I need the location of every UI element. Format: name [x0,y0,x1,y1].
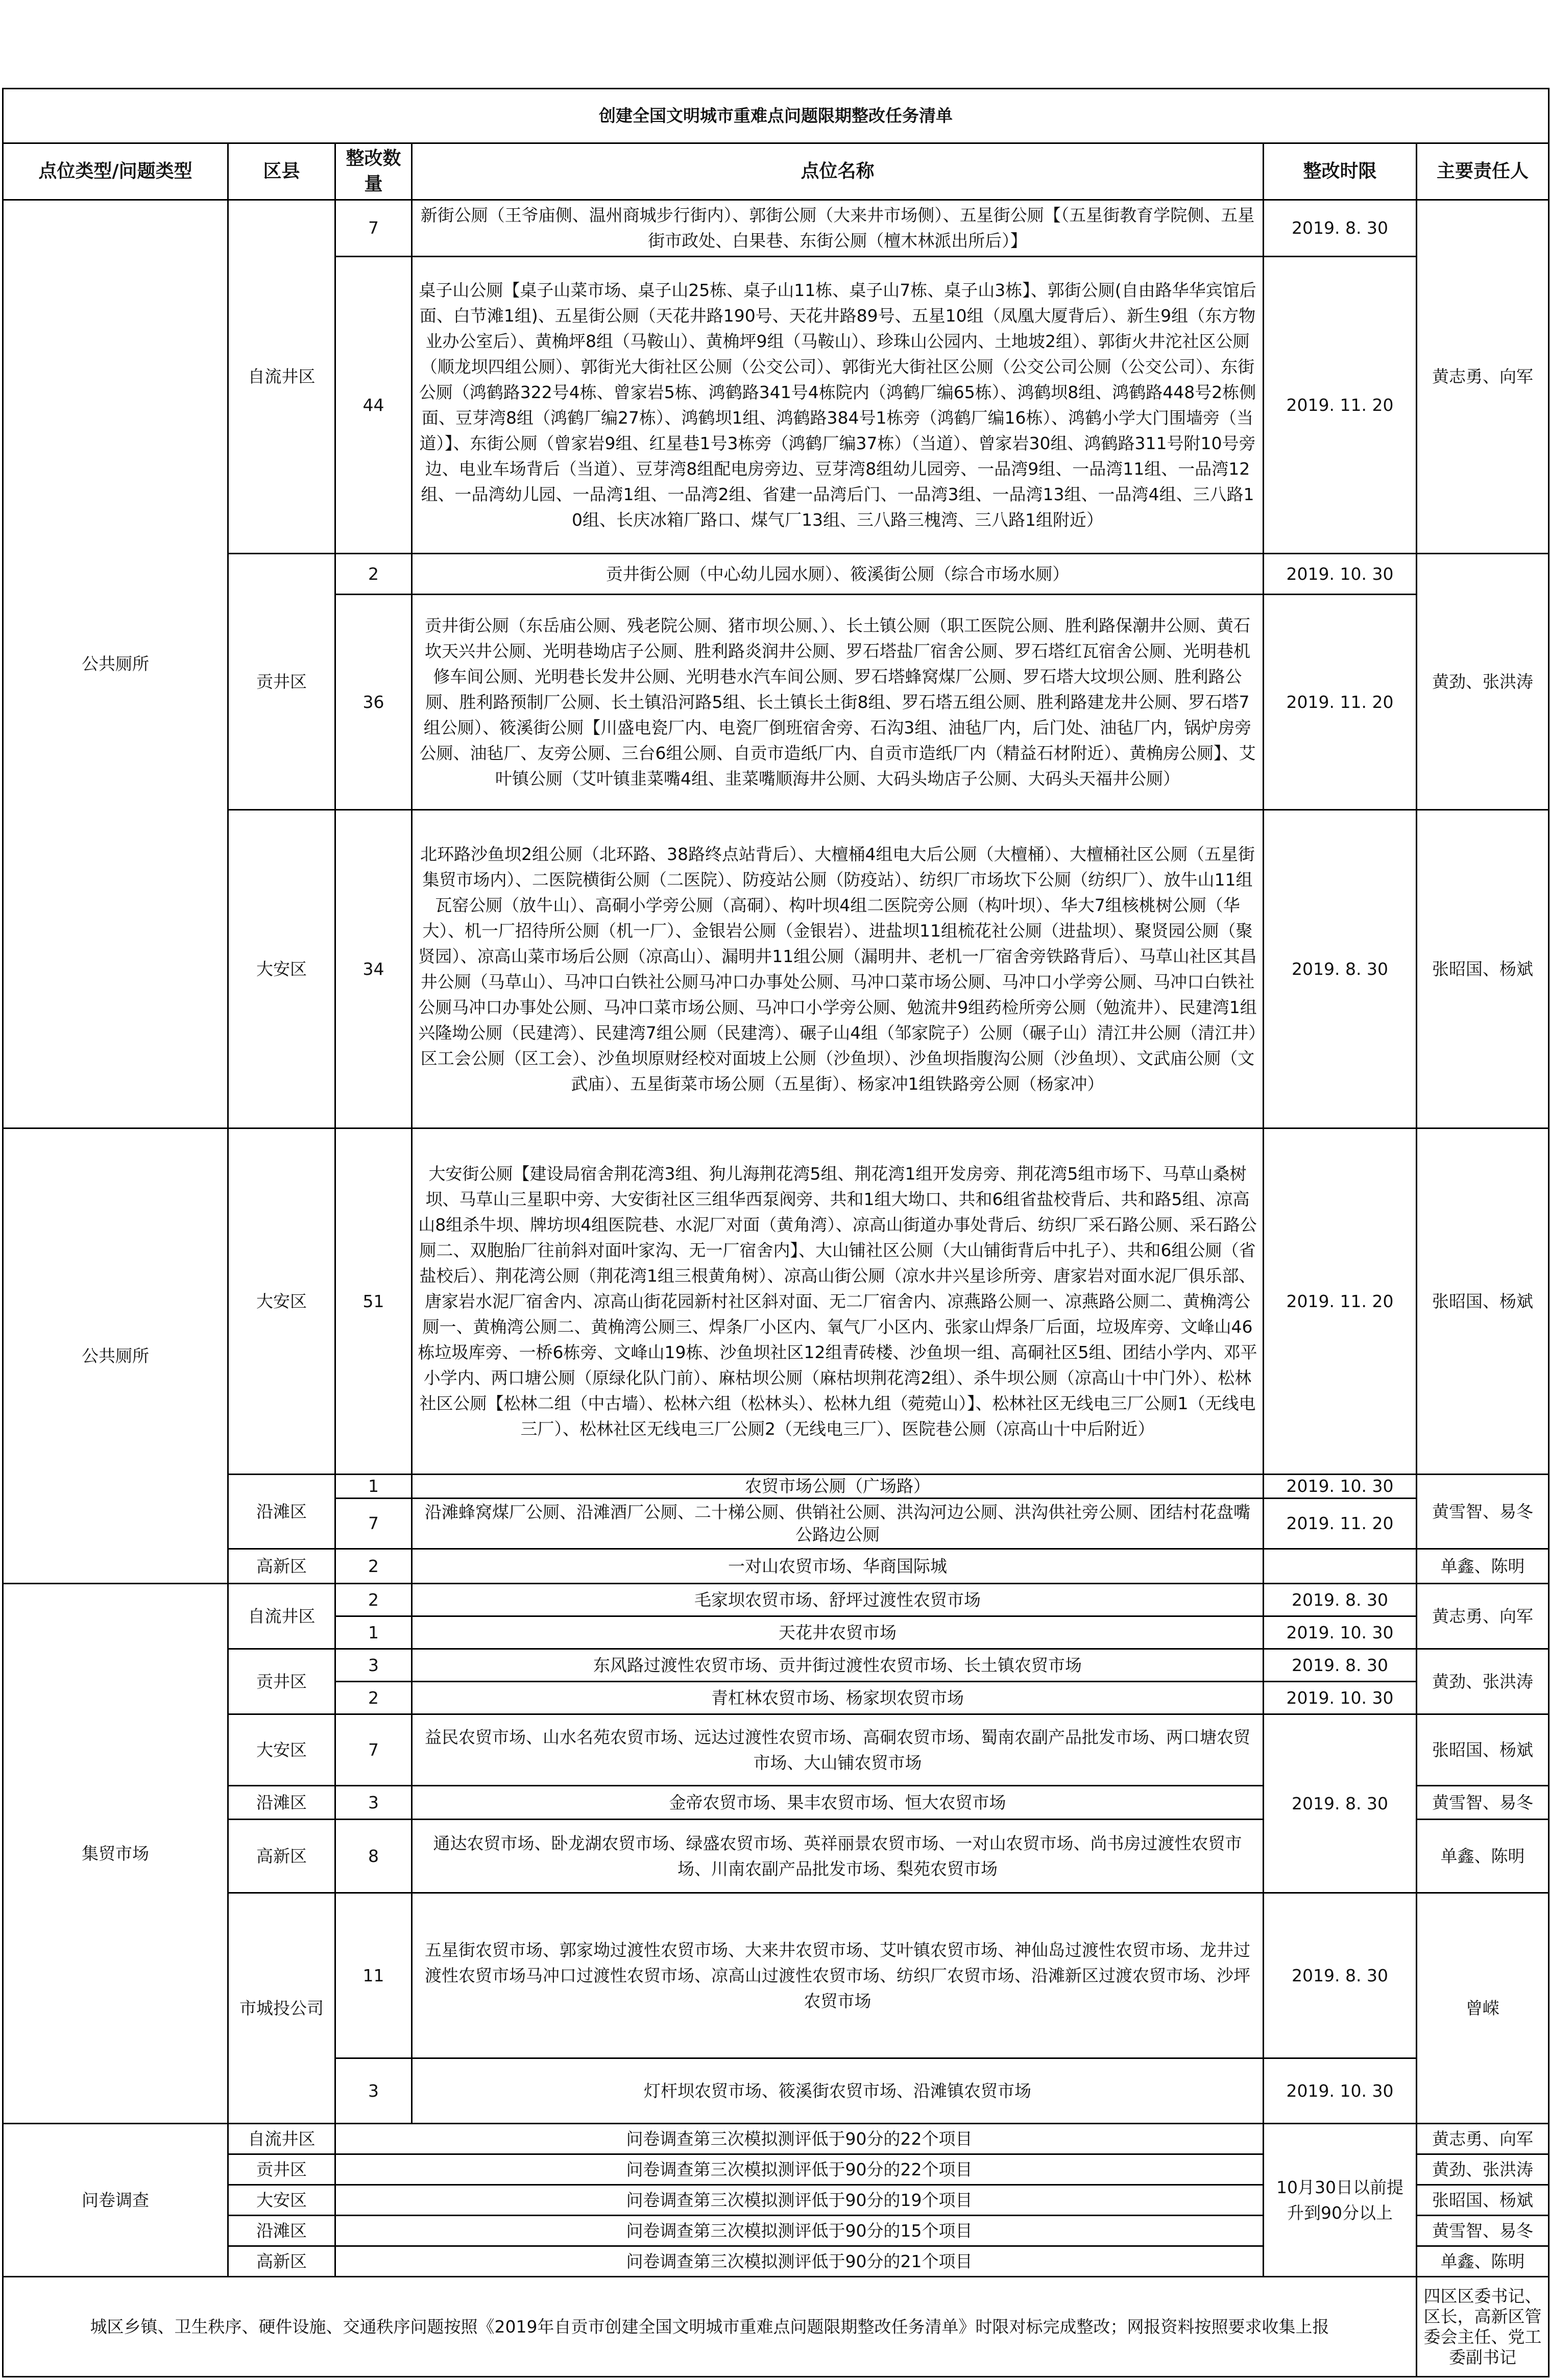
count-cell: 2 [335,1682,412,1714]
name-cell: 金帝农贸市场、果丰农贸市场、恒大农贸市场 [412,1786,1264,1820]
count-cell: 51 [335,1128,412,1475]
header-count: 整改数量 [335,143,412,200]
district-cell: 沿滩区 [228,1786,335,1820]
resp-cell: 单鑫、陈明 [1417,1820,1549,1893]
district-cell: 自流井区 [228,2124,335,2154]
count-cell: 3 [335,1786,412,1820]
time-cell: 2019. 10. 30 [1264,2058,1417,2124]
name-cell: 益民农贸市场、山水名苑农贸市场、远达过渡性农贸市场、高硐农贸市场、蜀南农副产品批发市场、两口塘农贸市场、大山铺农贸市场 [412,1714,1264,1786]
district-cell: 贡井区 [228,554,335,810]
name-cell: 灯杆坝农贸市场、筱溪街农贸市场、沿滩镇农贸市场 [412,2058,1264,2124]
footer-note: 城区乡镇、卫生秩序、硬件设施、交通秩序问题按照《2019年自贡市创建全国文明城市重难点问题限期整改任务清单》时限对标完成整改；网报资料按照要求收集上报 [3,2277,1417,2377]
type-cell: 公共厕所 [3,200,228,1128]
time-cell: 2019. 10. 30 [1264,1682,1417,1714]
table-row [3,1584,1549,1616]
name-cell: 贡井街公厕（中心幼儿园水厕）、筱溪街公厕（综合市场水厕） [412,554,1264,595]
table-row [3,1714,1549,1786]
time-cell: 2019. 8. 30 [1264,810,1417,1128]
district-cell: 自流井区 [228,1584,335,1649]
table-row [3,810,1549,1128]
table-row [3,2277,1549,2377]
resp-cell: 单鑫、陈明 [1417,1549,1549,1584]
count-cell: 3 [335,2058,412,2124]
count-cell: 11 [335,1893,412,2058]
page-title: 创建全国文明城市重难点问题限期整改任务清单 [3,89,1549,143]
district-cell: 贡井区 [228,1649,335,1714]
name-cell: 问卷调查第三次模拟测评低于90分的21个项目 [335,2246,1264,2277]
header-resp: 主要责任人 [1417,143,1549,200]
time-cell: 2019. 10. 30 [1264,1475,1417,1499]
district-cell: 高新区 [228,1549,335,1584]
district-cell: 沿滩区 [228,2216,335,2246]
resp-cell: 张昭国、杨斌 [1417,2185,1549,2216]
table-row [3,1128,1549,1475]
name-cell: 农贸市场公厕（广场路） [412,1475,1264,1499]
table-row [3,2124,1549,2154]
resp-cell: 张昭国、杨斌 [1417,1714,1549,1786]
name-cell: 问卷调查第三次模拟测评低于90分的22个项目 [335,2124,1264,2154]
count-cell: 34 [335,810,412,1128]
count-cell: 8 [335,1820,412,1893]
time-cell: 2019. 8. 30 [1264,1584,1417,1616]
name-cell: 问卷调查第三次模拟测评低于90分的22个项目 [335,2154,1264,2185]
count-cell: 2 [335,1584,412,1616]
count-cell: 36 [335,595,412,810]
resp-cell: 张昭国、杨斌 [1417,1128,1549,1475]
name-cell: 问卷调查第三次模拟测评低于90分的15个项目 [335,2216,1264,2246]
resp-cell: 黄雪智、易冬 [1417,1475,1549,1549]
name-cell: 问卷调查第三次模拟测评低于90分的19个项目 [335,2185,1264,2216]
time-cell: 2019. 8. 30 [1264,1893,1417,2058]
time-cell: 2019. 10. 30 [1264,554,1417,595]
name-cell: 沿滩蜂窝煤厂公厕、沿滩酒厂公厕、二十梯公厕、供销社公厕、洪沟河边公厕、洪沟供社旁公厕、团结村花盘嘴公路边公厕 [412,1499,1264,1549]
time-cell [1264,1549,1417,1584]
count-cell: 7 [335,200,412,257]
resp-cell: 黄志勇、向军 [1417,200,1549,554]
name-cell: 天花井农贸市场 [412,1616,1264,1649]
district-cell: 高新区 [228,1820,335,1893]
count-cell: 7 [335,1714,412,1786]
district-cell: 大安区 [228,1128,335,1475]
task-table [2,88,1549,2377]
resp-cell: 张昭国、杨斌 [1417,810,1549,1128]
table-row [3,1475,1549,1499]
resp-cell: 黄劲、张洪涛 [1417,2154,1549,2185]
count-cell: 2 [335,1549,412,1584]
time-cell: 2019. 11. 20 [1264,257,1417,554]
header-type: 点位类型/问题类型 [3,143,228,200]
resp-cell: 黄雪智、易冬 [1417,1786,1549,1820]
resp-cell: 黄志勇、向军 [1417,2124,1549,2154]
table-row [3,1649,1549,1682]
district-cell: 市城投公司 [228,1893,335,2124]
table-row [3,200,1549,257]
district-cell: 沿滩区 [228,1475,335,1549]
time-cell: 2019. 8. 30 [1264,200,1417,257]
resp-cell: 黄志勇、向军 [1417,1584,1549,1649]
time-cell: 2019. 11. 20 [1264,1499,1417,1549]
header-name: 点位名称 [412,143,1264,200]
resp-cell: 黄劲、张洪涛 [1417,554,1549,810]
header-district: 区县 [228,143,335,200]
time-cell: 2019. 8. 30 [1264,1649,1417,1682]
name-cell: 通达农贸市场、卧龙湖农贸市场、绿盛农贸市场、英祥丽景农贸市场、一对山农贸市场、尚书房过渡性农贸市场、川南农副产品批发市场、梨苑农贸市场 [412,1820,1264,1893]
name-cell: 一对山农贸市场、华商国际城 [412,1549,1264,1584]
count-cell: 44 [335,257,412,554]
time-cell: 10月30日以前提升到90分以上 [1264,2124,1417,2277]
name-cell: 新街公厕（王爷庙侧、温州商城步行街内）、郭街公厕（大来井市场侧）、五星街公厕【（五星街教育学院侧、五星街市政处、白果巷、东街公厕（檀木林派出所后）】 [412,200,1264,257]
header-time: 整改时限 [1264,143,1417,200]
name-cell: 北环路沙鱼坝2组公厕（北环路、38路终点站背后）、大檀桶4组电大后公厕（大檀桶）、大檀桶社区公厕（五星街集贸市场内）、二医院横街公厕（二医院）、防疫站公厕（防疫站）、纺织厂市场坎下公厕（纺织厂）、放牛山11组瓦窑公厕（放牛山）、高硐小学旁公厕（高硐）、构叶坝4组二医院旁公厕（构叶坝）、华大7组核桃树公厕（华大）、机一厂招待所公厕（机一厂）、金银岩公厕（金银岩）、进盐坝11组梳花社公厕（进盐坝）、聚贤园公厕（聚贤园）、凉高山菜市场后公厕（凉高山）、漏明井11组公厕（漏明井、老机一厂宿舍旁铁路背后）、马草山社区其昌井公厕（马草山）、马冲口白铁社公厕马冲口办事处公厕、马冲口菜市场公厕、马冲口小学旁公厕、马冲口白铁社公厕马冲口办事处公厕、马冲口菜市场公厕、马冲口小学旁公厕、勉流井9组药检所旁公厕（勉流井）、民建湾1组兴隆坳公厕（民建湾）、民建湾7组公厕（民建湾）、碾子山4组（邹家院子）公厕（碾子山）清江井公厕（清江井）区工会公厕（区工会）、沙鱼坝原财经校对面坡上公厕（沙鱼坝）、沙鱼坝指腹沟公厕（沙鱼坝）、文武庙公厕（文武庙）、五星街菜市场公厕（五星街）、杨家冲1组铁路旁公厕（杨家冲） [412,810,1264,1128]
name-cell: 桌子山公厕【桌子山菜市场、桌子山25栋、桌子山11栋、桌子山7栋、桌子山3栋】、郭街公厕(自由路华华宾馆后面、白节滩1组)、五星街公厕（天花井路190号、天花井路89号、五星10组（凤凰大厦背后）、新生9组（东方物业办公室后）、黄桷坪8组（马鞍山）、黄桷坪9组（马鞍山）、珍珠山公园内、土地坡2组）、郭街火井沱社区公厕（顺龙坝四组公厕）、郭街光大街社区公厕（公交公司）、郭街光大街社区公厕（公交公司公厕（公交公司）、东街公厕（鸿鹤路322号4栋、曾家岩5栋、鸿鹤路341号4栋院内（鸿鹤厂编65栋）、鸿鹤坝8组、鸿鹤路448号2栋侧面、豆芽湾8组（鸿鹤厂编27栋）、鸿鹤坝1组、鸿鹤路384号1栋旁（鸿鹤厂编16栋）、鸿鹤小学大门围墙旁（当道）】、东街公厕（曾家岩9组、红星巷1号3栋旁（鸿鹤厂编37栋）（当道）、曾家岩30组、鸿鹤路311号附10号旁边、电业车场背后（当道）、豆芽湾8组配电房旁边、豆芽湾8组幼儿园旁、一品湾9组、一品湾11组、一品湾12组、一品湾幼儿园、一品湾1组、一品湾2组、省建一品湾后门、一品湾3组、一品湾13组、一品湾4组、三八路10组、长庆冰箱厂路口、煤气厂13组、三八路三槐湾、三八路1组附近） [412,257,1264,554]
resp-cell: 单鑫、陈明 [1417,2246,1549,2277]
time-cell: 2019. 8. 30 [1264,1714,1417,1893]
table-row [3,1893,1549,2058]
type-cell: 问卷调查 [3,2124,228,2277]
count-cell: 1 [335,1475,412,1499]
district-cell: 自流井区 [228,200,335,554]
type-cell: 公共厕所 [3,1128,228,1584]
type-cell: 集贸市场 [3,1584,228,2124]
district-cell: 大安区 [228,2185,335,2216]
footer-resp: 四区区委书记、区长，高新区管委会主任、党工委副书记 [1417,2277,1549,2377]
name-cell: 东风路过渡性农贸市场、贡井街过渡性农贸市场、长土镇农贸市场 [412,1649,1264,1682]
district-cell: 大安区 [228,810,335,1128]
name-cell: 大安街公厕【建设局宿舍荆花湾3组、狗儿海荆花湾5组、荆花湾1组开发房旁、荆花湾5组市场下、马草山桑树坝、马草山三星职中旁、大安街社区三组华西泵阀旁、共和1组大坳口、共和6组省盐校背后、共和路5组、凉高山8组杀牛坝、牌坊坝4组医院巷、水泥厂对面（黄角湾）、凉高山街道办事处背后、纺织厂采石路公厕、采石路公厕二、双胞胎厂往前斜对面叶家沟、无一厂宿舍内】、大山铺社区公厕（大山铺街背后中扎子）、共和6组公厕（省盐校后）、荆花湾公厕（荆花湾1组三根黄角树）、凉高山街公厕（凉水井兴星诊所旁、唐家岩对面水泥厂俱乐部、唐家岩水泥厂宿舍内、凉高山街花园新村社区斜对面、无二厂宿舍内、凉燕路公厕一、凉燕路公厕二、黄桷湾公厕一、黄桷湾公厕二、黄桷湾公厕三、焊条厂小区内、氧气厂小区内、张家山焊条厂后面，垃圾库旁、文峰山46栋垃圾库旁、一桥6栋旁、文峰山19栋、沙鱼坝社区12组青砖楼、沙鱼坝一组、高硐社区5组、团结小学内、邓平小学内、两口塘公厕（原绿化队门前）、麻枯坝公厕（麻枯坝荆花湾2组）、杀牛坝公厕（凉高山十中门外）、松林社区公厕【松林二组（中古墙）、松林六组（松林头）、松林九组（菀菀山）】、松林社区无线电三厂公厕1（无线电三厂）、松林社区无线电三厂公厕2（无线电三厂）、医院巷公厕（凉高山十中后附近） [412,1128,1264,1475]
table-row [3,554,1549,595]
name-cell: 青杠林农贸市场、杨家坝农贸市场 [412,1682,1264,1714]
count-cell: 7 [335,1499,412,1549]
name-cell: 贡井街公厕（东岳庙公厕、残老院公厕、猪市坝公厕、）、长土镇公厕（职工医院公厕、胜利路保潮井公厕、黄石坎天兴井公厕、光明巷坳店子公厕、胜利路炎润井公厕、罗石塔盐厂宿舍公厕、罗石塔红瓦宿舍公厕、光明巷机修车间公厕、光明巷长发井公厕、光明巷水汽车间公厕、罗石塔蜂窝煤厂公厕、罗石塔大坟坝公厕、胜利路公厕、胜利路预制厂公厕、长土镇沿河路5组、长土镇长土街8组、罗石塔五组公厕、胜利路建龙井公厕、罗石塔7组公厕）、筱溪街公厕【川盛电瓷厂内、电瓷厂倒班宿舍旁、石沟3组、油毡厂内，后门处、油毡厂内，锅炉房旁公厕、油毡厂、友旁公厕、三台6组公厕、自贡市造纸厂内、自贡市造纸厂内（精益石材附近）、黄桷房公厕】、艾叶镇公厕（艾叶镇韭菜嘴4组、韭菜嘴顺海井公厕、大码头坳店子公厕、大码头天福井公厕） [412,595,1264,810]
resp-cell: 曾嵘 [1417,1893,1549,2124]
resp-cell: 黄劲、张洪涛 [1417,1649,1549,1714]
district-cell: 高新区 [228,2246,335,2277]
name-cell: 五星街农贸市场、郭家坳过渡性农贸市场、大来井农贸市场、艾叶镇农贸市场、神仙岛过渡性农贸市场、龙井过渡性农贸市场马冲口过渡性农贸市场、凉高山过渡性农贸市场、纺织厂农贸市场、沿滩新区过渡农贸市场、沙坪农贸市场 [412,1893,1264,2058]
count-cell: 2 [335,554,412,595]
time-cell: 2019. 11. 20 [1264,1128,1417,1475]
name-cell: 毛家坝农贸市场、舒坪过渡性农贸市场 [412,1584,1264,1616]
table-row [3,1549,1549,1584]
time-cell: 2019. 11. 20 [1264,595,1417,810]
count-cell: 1 [335,1616,412,1649]
time-cell: 2019. 10. 30 [1264,1616,1417,1649]
resp-cell: 黄雪智、易冬 [1417,2216,1549,2246]
district-cell: 贡井区 [228,2154,335,2185]
task-list-sheet [2,88,1548,2377]
district-cell: 大安区 [228,1714,335,1786]
count-cell: 3 [335,1649,412,1682]
